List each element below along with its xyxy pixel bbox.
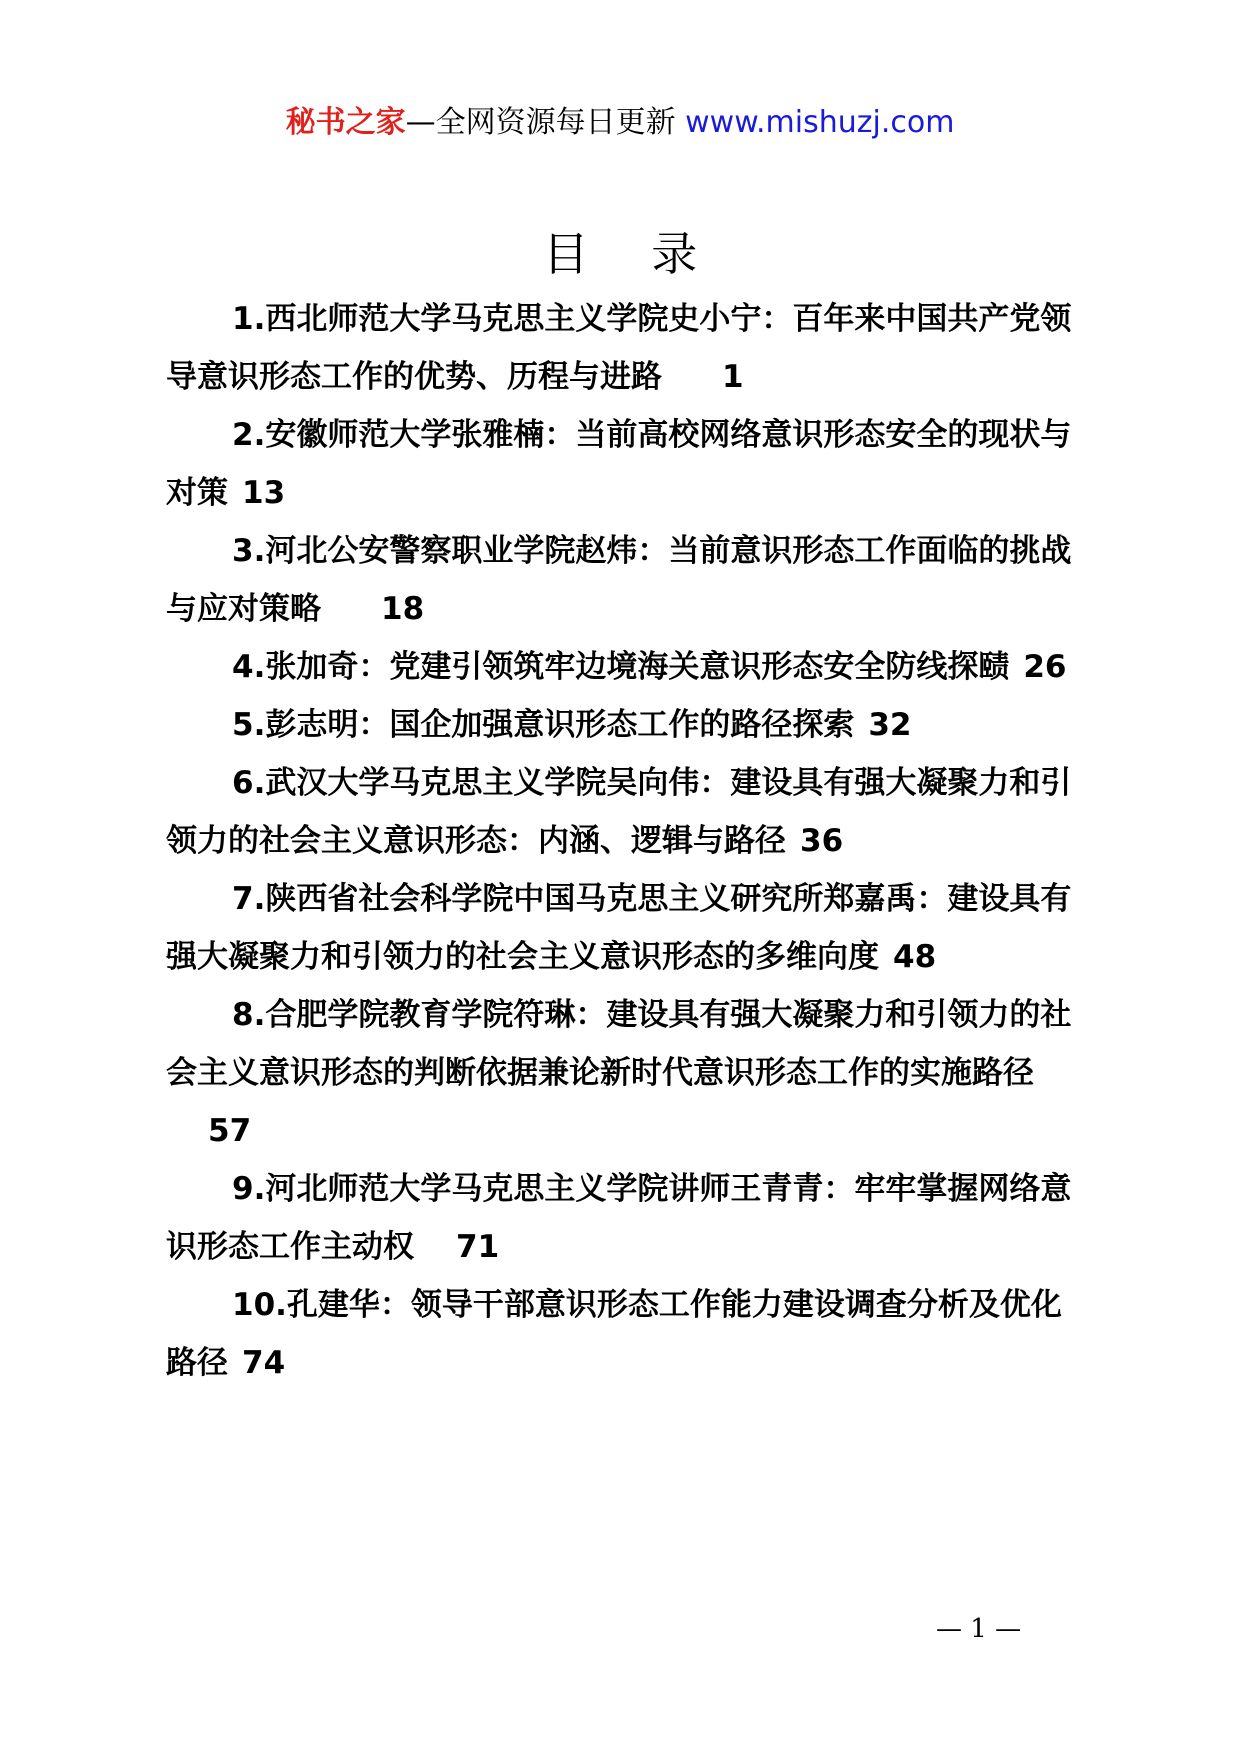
- toc-page-number: 71: [456, 1229, 500, 1265]
- toc-entry-text: 9.河北师范大学马克思主义学院讲师王青青：牢牢掌握网络意识形态工作主动权: [166, 1171, 1072, 1265]
- toc-entry-8[interactable]: [166, 986, 1082, 1160]
- toc-entry-10[interactable]: [166, 1276, 1082, 1392]
- toc-entry-text: 2.安徽师范大学张雅楠：当前高校网络意识形态安全的现状与对策: [166, 417, 1072, 511]
- site-url-link[interactable]: www.mishuzj.com: [685, 105, 955, 140]
- toc-page-number: 26: [1023, 649, 1067, 685]
- toc-page-number: 57: [208, 1113, 252, 1149]
- brand-name: 秘书之家: [285, 105, 406, 140]
- toc-entry-7[interactable]: [166, 870, 1082, 986]
- toc-entry-5[interactable]: [166, 696, 1082, 754]
- toc-page-number: 32: [868, 707, 912, 743]
- toc-entry-4[interactable]: [166, 638, 1082, 696]
- header-tagline: —全网资源每日更新: [405, 105, 676, 140]
- toc-entry-text: 10.孔建华：领导干部意识形态工作能力建设调查分析及优化路径: [166, 1287, 1062, 1381]
- toc-entry-3[interactable]: [166, 522, 1082, 638]
- toc-page-number: 74: [242, 1345, 286, 1381]
- toc-page-number: 13: [242, 475, 286, 511]
- page-title: 目 录: [542, 227, 722, 281]
- toc-entry-1[interactable]: [166, 290, 1082, 406]
- toc-entry-text: 4.张加奇：党建引领筑牢边境海关意识形态安全防线探赜: [232, 649, 1010, 685]
- toc-page-number: 18: [381, 591, 425, 627]
- toc-entry-text: 3.河北公安警察职业学院赵炜：当前意识形态工作面临的挑战与应对策略: [166, 533, 1072, 627]
- footer-page-number: — 1 —: [936, 1614, 1022, 1644]
- toc-page-number: 36: [800, 823, 844, 859]
- toc-entry-text: 6.武汉大学马克思主义学院吴向伟：建设具有强大凝聚力和引领力的社会主义意识形态：内涵、逻辑与路径: [166, 765, 1072, 859]
- toc-page-number: 1: [722, 359, 744, 395]
- toc-entry-text: 1.西北师范大学马克思主义学院史小宁：百年来中国共产党领导意识形态工作的优势、历程与进路: [166, 301, 1072, 395]
- site-header: [0, 100, 1240, 146]
- toc-entry-text: 5.彭志明：国企加强意识形态工作的路径探索: [232, 707, 855, 743]
- toc-entry-2[interactable]: [166, 406, 1082, 522]
- toc-page-number: 48: [893, 939, 937, 975]
- toc-entry-text: 7.陕西省社会科学院中国马克思主义研究所郑嘉禹：建设具有强大凝聚力和引领力的社会主义意识形态的多维向度: [166, 881, 1072, 975]
- toc-entry-6[interactable]: [166, 754, 1082, 870]
- table-of-contents: [166, 290, 1082, 1392]
- toc-entry-text: 8.合肥学院教育学院符琳：建设具有强大凝聚力和引领力的社会主义意识形态的判断依据兼论新时代意识形态工作的实施路径: [166, 997, 1072, 1091]
- toc-entry-9[interactable]: [166, 1160, 1082, 1276]
